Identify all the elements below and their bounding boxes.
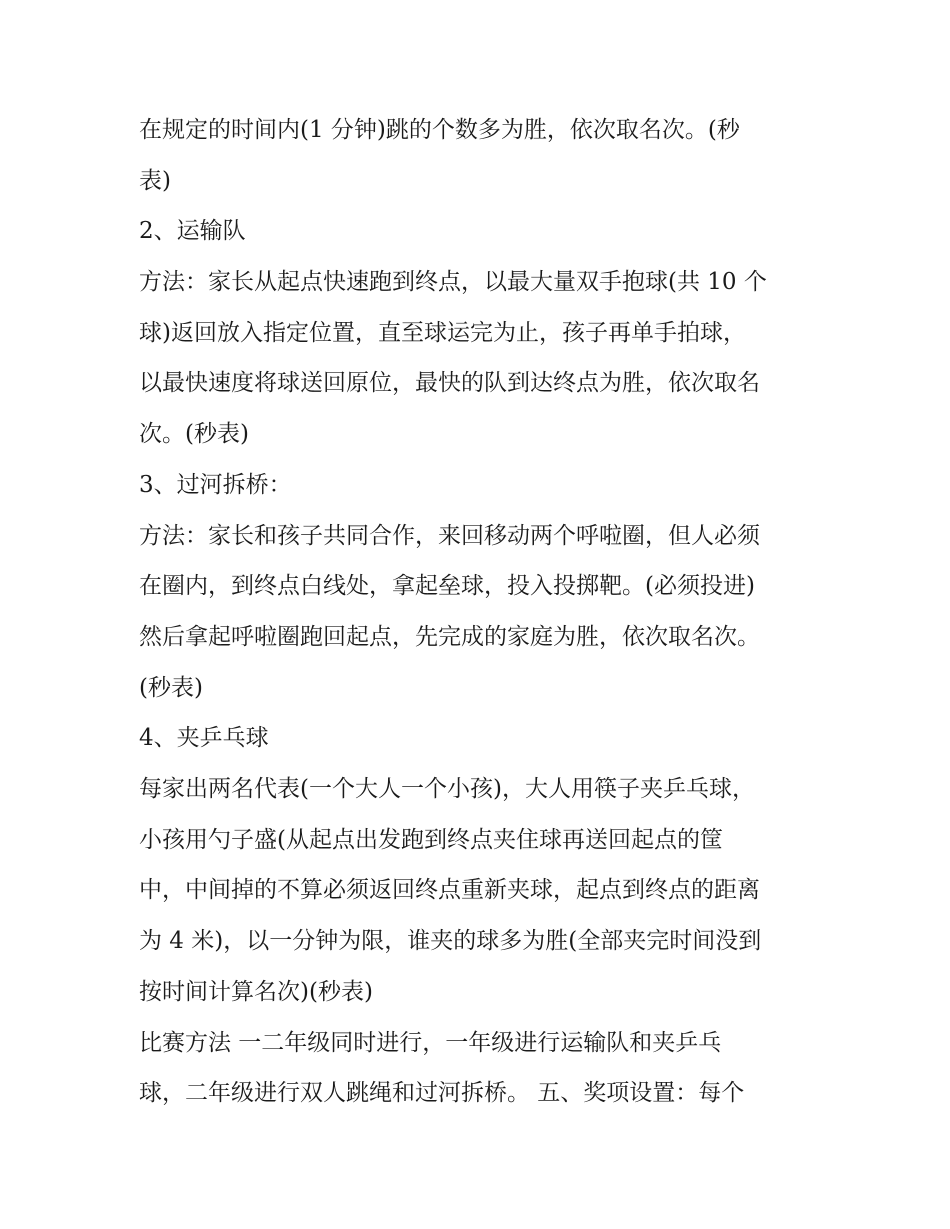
text-line: 球)返回放入指定位置，直至球运完为止，孩子再单手拍球， — [139, 320, 746, 346]
text-line: 按时间计算名次)(秒表) — [139, 979, 373, 1005]
text-line: 方法：家长和孩子共同合作，来回移动两个呼啦圈，但人必须 — [139, 523, 760, 549]
section-heading: 4、夹乒乓球 — [139, 725, 269, 751]
text-line: 然后拿起呼啦圈跑回起点，先完成的家庭为胜，依次取名次。 — [139, 624, 760, 650]
text-line: 次。(秒表) — [139, 421, 249, 447]
text-line: 在规定的时间内(1 分钟)跳的个数多为胜，依次取名次。(秒 — [139, 117, 740, 143]
text-line: 方法：家长从起点快速跑到终点，以最大量双手抱球(共 10 个 — [139, 269, 767, 295]
text-line: 球，二年级进行双人跳绳和过河拆桥。 五、奖项设置：每个 — [139, 1080, 745, 1106]
section-heading: 3、过河拆桥： — [139, 472, 292, 498]
text-line: (秒表) — [139, 675, 203, 701]
text-line: 表) — [139, 168, 171, 194]
text-line: 在圈内，到终点白线处，拿起垒球，投入投掷靶。(必须投进) — [139, 573, 755, 599]
text-line: 中，中间掉的不算必须返回终点重新夹球，起点到终点的距离 — [139, 877, 760, 903]
text-line: 以最快速度将球送回原位，最快的队到达终点为胜，依次取名 — [139, 370, 760, 396]
text-line: 为 4 米)，以一分钟为限，谁夹的球多为胜(全部夹完时间没到 — [139, 928, 762, 954]
text-line: 每家出两名代表(一个大人一个小孩)，大人用筷子夹乒乓球， — [139, 776, 755, 802]
text-line: 小孩用勺子盛(从起点出发跑到终点夹住球再送回起点的筐 — [139, 827, 723, 853]
section-heading: 2、运输队 — [139, 218, 246, 244]
text-line: 比赛方法 一二年级同时进行，一年级进行运输队和夹乒乓 — [139, 1030, 722, 1056]
